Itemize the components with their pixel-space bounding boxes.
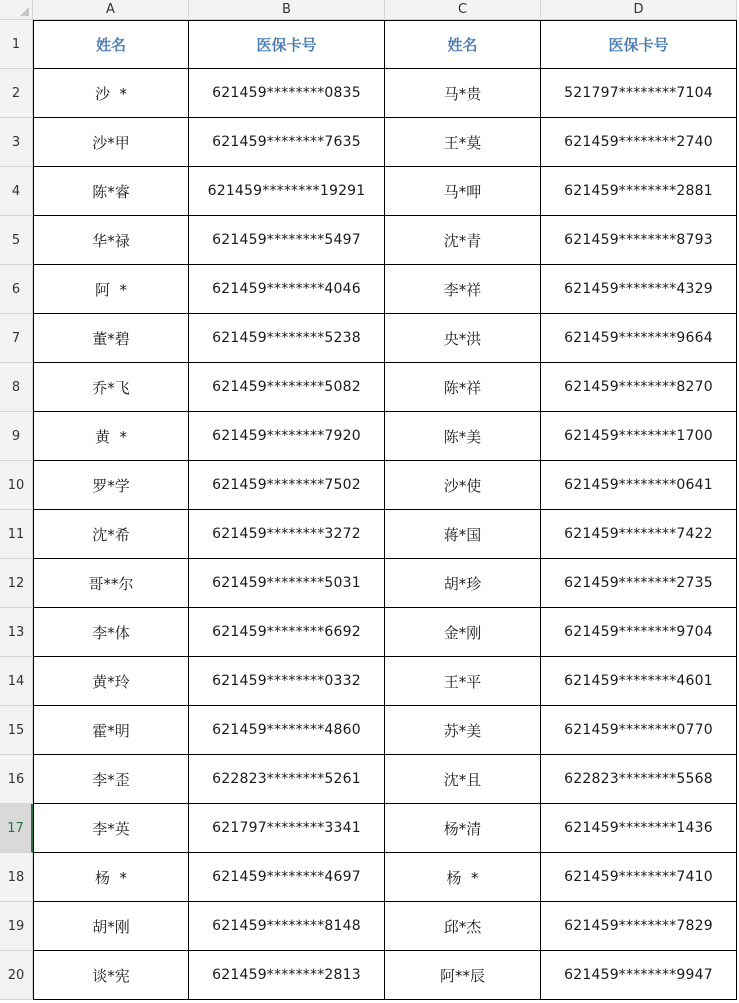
row-header-11[interactable]: 11 <box>0 510 33 559</box>
card-number-cell[interactable]: 621459********7502 <box>189 461 385 510</box>
card-number-cell[interactable]: 621459********9704 <box>541 608 737 657</box>
name-cell[interactable]: 金*刚 <box>385 608 541 657</box>
row-header-14[interactable]: 14 <box>0 657 33 706</box>
name-cell[interactable]: 蒋*国 <box>385 510 541 559</box>
name-cell[interactable]: 霍*明 <box>33 706 189 755</box>
name-cell[interactable]: 杨*清 <box>385 804 541 853</box>
card-number-cell[interactable]: 622823********5261 <box>189 755 385 804</box>
row-header-5[interactable]: 5 <box>0 216 33 265</box>
table-row <box>33 559 739 608</box>
card-number-cell[interactable]: 621459********7410 <box>541 853 737 902</box>
name-cell[interactable]: 华*禄 <box>33 216 189 265</box>
name-cell[interactable]: 李*歪 <box>33 755 189 804</box>
card-number-cell[interactable]: 621459********1436 <box>541 804 737 853</box>
card-number-cell[interactable]: 621459********0332 <box>189 657 385 706</box>
name-cell[interactable]: 陈*美 <box>385 412 541 461</box>
table-row <box>33 706 739 755</box>
data-table <box>33 20 739 1000</box>
name-cell[interactable]: 沙 * <box>33 69 189 118</box>
header-cell-name-2[interactable]: 姓名 <box>385 20 541 69</box>
card-number-cell[interactable]: 621459********2740 <box>541 118 737 167</box>
table-header-row <box>33 20 739 69</box>
row-header-18[interactable]: 18 <box>0 853 33 902</box>
table-row <box>33 804 739 853</box>
card-number-cell[interactable]: 621459********4329 <box>541 265 737 314</box>
header-cell-card-number[interactable]: 医保卡号 <box>189 20 385 69</box>
row-header-19[interactable]: 19 <box>0 902 33 951</box>
name-cell[interactable]: 邱*杰 <box>385 902 541 951</box>
name-cell[interactable]: 谈*宪 <box>33 951 189 1000</box>
row-header-10[interactable]: 10 <box>0 461 33 510</box>
card-number-cell[interactable]: 621459********2881 <box>541 167 737 216</box>
name-cell[interactable]: 阿**辰 <box>385 951 541 1000</box>
row-header-20[interactable]: 20 <box>0 951 33 1000</box>
table-row <box>33 853 739 902</box>
table-row <box>33 314 739 363</box>
row-header-6[interactable]: 6 <box>0 265 33 314</box>
row-header-2[interactable]: 2 <box>0 69 33 118</box>
card-number-cell[interactable]: 621459********7635 <box>189 118 385 167</box>
name-cell[interactable]: 罗*学 <box>33 461 189 510</box>
column-header-a[interactable]: A <box>33 0 189 20</box>
table-row <box>33 755 739 804</box>
name-cell[interactable]: 董*碧 <box>33 314 189 363</box>
name-cell[interactable]: 李*祥 <box>385 265 541 314</box>
card-number-cell[interactable]: 621459********0770 <box>541 706 737 755</box>
card-number-cell[interactable]: 622823********5568 <box>541 755 737 804</box>
table-row <box>33 510 739 559</box>
card-number-cell[interactable]: 621459********2813 <box>189 951 385 1000</box>
column-header-b[interactable]: B <box>189 0 385 20</box>
header-cell-card-number-2[interactable]: 医保卡号 <box>541 20 737 69</box>
table-row <box>33 363 739 412</box>
table-row <box>33 461 739 510</box>
card-number-cell[interactable]: 621459********7422 <box>541 510 737 559</box>
card-number-cell[interactable]: 621459********8148 <box>189 902 385 951</box>
card-number-cell[interactable]: 621459********7920 <box>189 412 385 461</box>
select-all-triangle-icon <box>20 7 29 16</box>
card-number-cell[interactable]: 621459********7829 <box>541 902 737 951</box>
name-cell[interactable]: 沙*甲 <box>33 118 189 167</box>
table-row <box>33 902 739 951</box>
name-cell[interactable]: 陈*睿 <box>33 167 189 216</box>
table-row <box>33 216 739 265</box>
name-cell[interactable]: 胡*刚 <box>33 902 189 951</box>
card-number-cell[interactable]: 621459********5031 <box>189 559 385 608</box>
card-number-cell[interactable]: 621459********0835 <box>189 69 385 118</box>
row-header-12[interactable]: 12 <box>0 559 33 608</box>
card-number-cell[interactable]: 621459********8270 <box>541 363 737 412</box>
header-cell-name[interactable]: 姓名 <box>33 20 189 69</box>
name-cell[interactable]: 央*洪 <box>385 314 541 363</box>
name-cell[interactable]: 乔*飞 <box>33 363 189 412</box>
name-cell[interactable]: 杨 * <box>33 853 189 902</box>
name-cell[interactable]: 黄*玲 <box>33 657 189 706</box>
card-number-cell[interactable]: 621459********5238 <box>189 314 385 363</box>
card-number-cell[interactable]: 621459********19291 <box>189 167 385 216</box>
name-cell[interactable]: 李*体 <box>33 608 189 657</box>
table-row <box>33 118 739 167</box>
name-cell[interactable]: 杨 * <box>385 853 541 902</box>
row-header-4[interactable]: 4 <box>0 167 33 216</box>
card-number-cell[interactable]: 621459********4697 <box>189 853 385 902</box>
name-cell[interactable]: 阿 * <box>33 265 189 314</box>
table-row <box>33 69 739 118</box>
name-cell[interactable]: 胡*珍 <box>385 559 541 608</box>
table-row <box>33 608 739 657</box>
table-row <box>33 265 739 314</box>
table-row <box>33 657 739 706</box>
name-cell[interactable]: 黄 * <box>33 412 189 461</box>
name-cell[interactable]: 沈*希 <box>33 510 189 559</box>
name-cell[interactable]: 王*平 <box>385 657 541 706</box>
column-header-c[interactable]: C <box>385 0 541 20</box>
name-cell[interactable]: 沈*青 <box>385 216 541 265</box>
card-number-cell[interactable]: 621459********2735 <box>541 559 737 608</box>
name-cell[interactable]: 李*英 <box>33 804 189 853</box>
table-row <box>33 951 739 1000</box>
table-row <box>33 167 739 216</box>
name-cell[interactable]: 马*呷 <box>385 167 541 216</box>
card-number-cell[interactable]: 621459********6692 <box>189 608 385 657</box>
card-number-cell[interactable]: 621459********9664 <box>541 314 737 363</box>
name-cell[interactable]: 马*贵 <box>385 69 541 118</box>
card-number-cell[interactable]: 521797********7104 <box>541 69 737 118</box>
row-header-17[interactable]: 17 <box>0 804 33 853</box>
card-number-cell[interactable]: 621459********4046 <box>189 265 385 314</box>
card-number-cell[interactable]: 621459********1700 <box>541 412 737 461</box>
select-all-corner[interactable] <box>0 0 33 20</box>
row-header-8[interactable]: 8 <box>0 363 33 412</box>
row-header-1[interactable]: 1 <box>0 20 33 69</box>
row-header-3[interactable]: 3 <box>0 118 33 167</box>
card-number-cell[interactable]: 621459********5082 <box>189 363 385 412</box>
row-header-13[interactable]: 13 <box>0 608 33 657</box>
name-cell[interactable]: 苏*美 <box>385 706 541 755</box>
card-number-cell[interactable]: 621459********4601 <box>541 657 737 706</box>
name-cell[interactable]: 陈*祥 <box>385 363 541 412</box>
table-row <box>33 412 739 461</box>
card-number-cell[interactable]: 621459********9947 <box>541 951 737 1000</box>
card-number-cell[interactable]: 621459********3272 <box>189 510 385 559</box>
row-header-9[interactable]: 9 <box>0 412 33 461</box>
name-cell[interactable]: 沈*且 <box>385 755 541 804</box>
card-number-cell[interactable]: 621459********8793 <box>541 216 737 265</box>
card-number-cell[interactable]: 621459********4860 <box>189 706 385 755</box>
column-header-bar <box>33 0 739 20</box>
row-header-16[interactable]: 16 <box>0 755 33 804</box>
name-cell[interactable]: 哥**尔 <box>33 559 189 608</box>
card-number-cell[interactable]: 621459********0641 <box>541 461 737 510</box>
name-cell[interactable]: 沙*使 <box>385 461 541 510</box>
row-header-15[interactable]: 15 <box>0 706 33 755</box>
card-number-cell[interactable]: 621459********5497 <box>189 216 385 265</box>
name-cell[interactable]: 王*莫 <box>385 118 541 167</box>
row-header-7[interactable]: 7 <box>0 314 33 363</box>
card-number-cell[interactable]: 621797********3341 <box>189 804 385 853</box>
column-header-d[interactable]: D <box>541 0 737 20</box>
row-header-bar <box>0 20 33 1000</box>
